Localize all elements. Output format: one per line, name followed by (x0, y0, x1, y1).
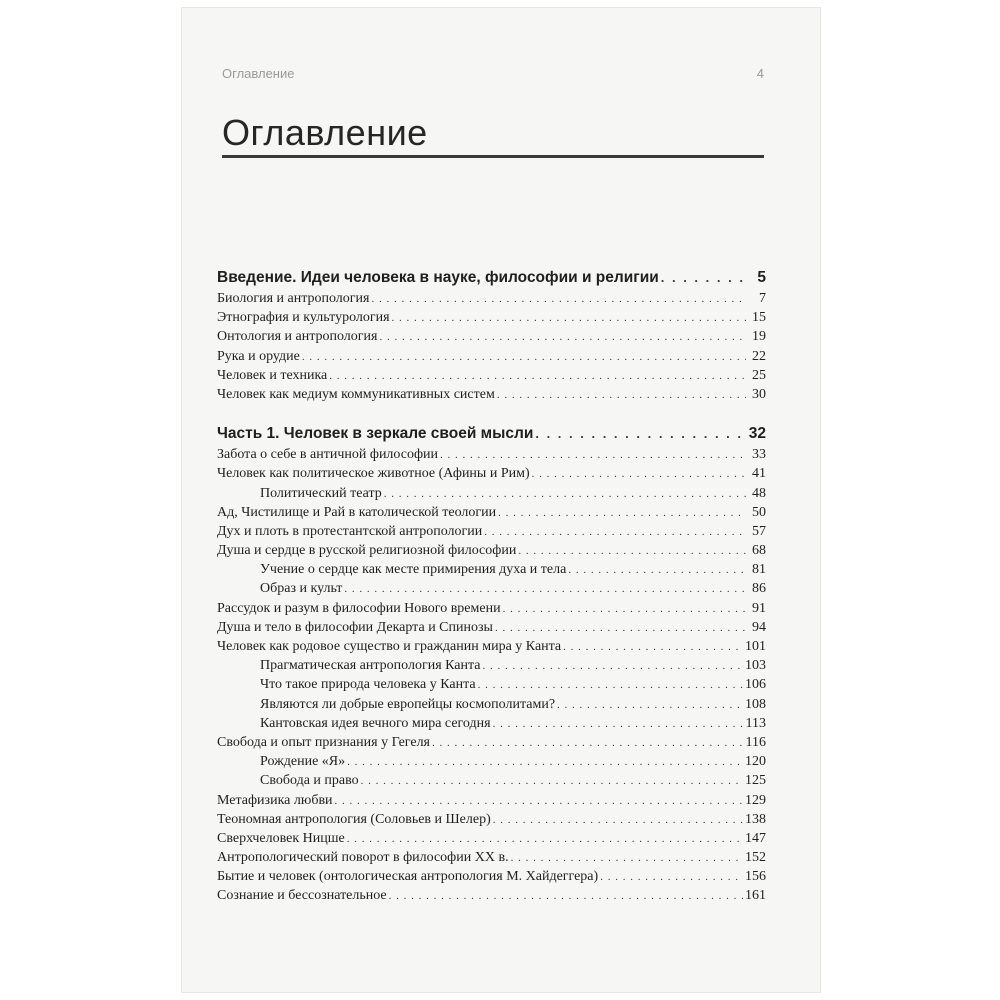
toc-leader-dots (371, 290, 746, 309)
toc-entry-page: 68 (752, 543, 766, 559)
toc-entry-title: Забота о себе в античной философии (217, 447, 439, 463)
toc-entry-page: 7 (759, 291, 766, 306)
toc-entry-title: Дух и плоть в протестантской антропологии (217, 523, 483, 539)
toc-leader-dots (563, 638, 743, 657)
toc-leader-dots (347, 753, 743, 772)
toc-entry (217, 308, 766, 327)
toc-entry-title: Теономная антропология (Соловьев и Шелер) (217, 811, 491, 827)
table-of-contents (217, 266, 766, 906)
toc-leader-dots (484, 523, 746, 542)
toc-entry-title: Сознание и бессознательное (217, 888, 387, 904)
toc-leader-dots (361, 772, 743, 791)
toc-entry-page: 25 (752, 367, 766, 383)
toc-entry-page: 116 (745, 734, 766, 750)
toc-entry (217, 385, 766, 404)
toc-entry (217, 733, 766, 752)
toc-entry-title: Образ и культ (260, 581, 343, 597)
toc-leader-dots (532, 465, 746, 484)
toc-leader-dots (518, 542, 746, 561)
toc-entry-page: 81 (752, 562, 766, 578)
toc-entry-title: Онтология и антропология (217, 329, 378, 345)
toc-subentry (217, 560, 766, 579)
toc-entry-title: Человек и техника (217, 367, 328, 383)
toc-entry-page: 106 (745, 677, 766, 693)
toc-subentry (217, 714, 766, 733)
toc-entry-page: 33 (752, 447, 766, 463)
toc-entry-page: 156 (745, 869, 766, 885)
toc-entry (217, 464, 766, 483)
toc-entry-page: 108 (745, 696, 766, 712)
toc-leader-dots (483, 657, 744, 676)
toc-entry (217, 522, 766, 541)
toc-entry (217, 289, 766, 308)
toc-entry-title: Прагматическая антропология Канта (260, 658, 481, 674)
toc-leader-dots (432, 734, 744, 753)
toc-entry (217, 347, 766, 366)
toc-entry-page: 147 (745, 830, 766, 846)
toc-entry-title: Душа и сердце в русской религиозной философии (217, 543, 517, 559)
toc-entry-page: 129 (745, 792, 766, 808)
toc-part-page: 32 (748, 425, 766, 443)
toc-subentry (217, 695, 766, 714)
toc-entry (217, 886, 766, 905)
toc-entry-page: 94 (752, 619, 766, 635)
toc-entry (217, 327, 766, 346)
toc-leader-dots (329, 367, 746, 386)
toc-entry-title: Бытие и человек (онтологическая антропология М. Хайдеггера) (217, 869, 599, 885)
toc-entry-title: Душа и тело в философии Декарта и Спинозы (217, 619, 493, 635)
toc-leader-dots (498, 504, 746, 523)
toc-entry-page: 50 (752, 504, 766, 520)
toc-entry-page: 22 (752, 348, 766, 364)
toc-entry-title: Являются ли добрые европейцы космополитами? (260, 696, 556, 712)
toc-leader-dots (497, 386, 746, 405)
toc-entry-page: 19 (752, 329, 766, 345)
toc-subentry (217, 579, 766, 598)
toc-leader-dots (535, 422, 746, 445)
toc-entry (217, 366, 766, 385)
toc-leader-dots (568, 561, 746, 580)
page-title: Оглавление (222, 112, 428, 153)
toc-leader-dots (493, 811, 743, 830)
toc-subentry (217, 675, 766, 694)
toc-entry-title: Человек как медиум коммуникативных систем (217, 386, 495, 402)
toc-leader-dots (503, 600, 746, 619)
toc-leader-dots (495, 619, 746, 638)
toc-part-1 (217, 422, 766, 445)
toc-entry (217, 810, 766, 829)
toc-entry-page: 48 (752, 485, 766, 501)
header-page-number: 4 (756, 66, 764, 81)
toc-subentry (217, 752, 766, 771)
toc-entry (217, 848, 766, 867)
toc-leader-dots (511, 849, 743, 868)
toc-entry (217, 791, 766, 810)
toc-entry (217, 503, 766, 522)
toc-entry-title: Свобода и право (260, 773, 359, 789)
toc-entry (217, 867, 766, 886)
toc-entry-page: 138 (745, 811, 766, 827)
toc-leader-dots (493, 715, 744, 734)
toc-entry (217, 541, 766, 560)
toc-entry-title: Политический театр (260, 485, 382, 501)
toc-entry-page: 125 (745, 773, 766, 789)
toc-entry (217, 599, 766, 618)
toc-part-title: Введение. Идеи человека в науке, философии и религии (217, 269, 659, 286)
toc-leader-dots (344, 580, 746, 599)
toc-part-introduction (217, 266, 766, 289)
toc-leader-dots (557, 696, 743, 715)
toc-leader-dots (384, 485, 746, 504)
toc-entry-page: 101 (745, 639, 766, 654)
toc-entry-title: Свобода и опыт признания у Гегеля (217, 734, 431, 750)
toc-leader-dots (302, 348, 746, 367)
toc-entry-title: Рука и орудие (217, 348, 300, 364)
toc-leader-dots (335, 792, 743, 811)
toc-entry-title: Что такое природа человека у Канта (260, 677, 476, 693)
toc-entry-title: Рождение «Я» (260, 754, 346, 770)
toc-entry-title: Учение о сердце как месте примирения духа и тела (260, 562, 567, 578)
toc-part-title: Часть 1. Человек в зеркале своей мысли (217, 425, 534, 443)
toc-entry-title: Метафизика любви (217, 792, 333, 808)
toc-subentry (217, 484, 766, 503)
toc-entry-title: Рассудок и разум в философии Нового времени (217, 600, 501, 616)
toc-entry-title: Сверхчеловек Ницше (217, 830, 345, 846)
toc-entry-title: Человек как родовое существо и гражданин мира у Канта (217, 639, 562, 654)
running-header (222, 66, 764, 81)
toc-entry-page: 15 (752, 310, 766, 326)
toc-entry (217, 829, 766, 848)
toc-entry-title: Этнография и культурология (217, 310, 390, 326)
toc-entry-page: 30 (752, 386, 766, 402)
toc-entry-title: Ад, Чистилище и Рай в католической теологии (217, 504, 497, 520)
title-rule (222, 155, 764, 158)
running-title: Оглавление (222, 66, 295, 81)
toc-leader-dots (600, 868, 743, 887)
toc-leader-dots (347, 830, 743, 849)
toc-entry-page: 152 (745, 850, 766, 866)
toc-leader-dots (440, 446, 746, 465)
toc-entry-title: Биология и антропология (217, 291, 370, 306)
toc-entry (217, 637, 766, 656)
toc-leader-dots (478, 676, 743, 695)
section-gap (217, 404, 766, 422)
toc-entry (217, 618, 766, 637)
toc-entry-title: Человек как политическое животное (Афины и Рим) (217, 466, 530, 482)
toc-subentry (217, 771, 766, 790)
toc-entry-page: 57 (752, 523, 766, 539)
toc-leader-dots (379, 328, 746, 347)
toc-part-page: 5 (757, 269, 766, 286)
toc-entry-page: 113 (745, 715, 766, 731)
toc-entry (217, 445, 766, 464)
toc-entry-title: Кантовская идея вечного мира сегодня (260, 715, 491, 731)
toc-entry-page: 120 (745, 754, 766, 770)
toc-entry-page: 103 (745, 658, 766, 674)
toc-entry-page: 161 (745, 888, 766, 904)
toc-entry-page: 91 (752, 600, 766, 616)
toc-entry-title: Антропологический поворот в философии XX в. (217, 850, 509, 866)
toc-leader-dots (661, 266, 746, 289)
toc-leader-dots (392, 309, 746, 328)
toc-leader-dots (389, 887, 743, 906)
toc-subentry (217, 656, 766, 675)
toc-entry-page: 86 (752, 581, 766, 597)
toc-entry-page: 41 (752, 466, 766, 482)
